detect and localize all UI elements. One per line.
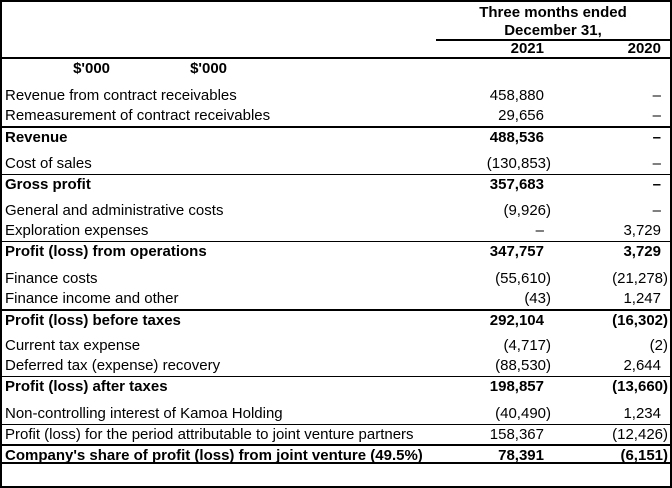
row-label: Company's share of profit (loss) from joint venture (49.5%)	[5, 446, 423, 462]
table-row	[2, 221, 670, 241]
row-spacer	[2, 194, 670, 202]
row-label: Non-controlling interest of Kamoa Holding	[5, 404, 283, 422]
value-2020: –	[652, 107, 661, 124]
row-label: Profit (loss) after taxes	[5, 378, 168, 395]
value-2020: 3,729	[623, 243, 661, 260]
row-spacer	[2, 261, 670, 269]
table-row	[2, 404, 670, 424]
year-columns	[436, 41, 670, 57]
table-row	[2, 174, 670, 194]
value-2021: (130,853)	[486, 154, 551, 172]
row-spacer	[2, 396, 670, 404]
table-row	[2, 241, 670, 261]
value-2021: (4,717)	[503, 337, 551, 354]
table-row	[2, 86, 670, 106]
value-2021: 488,536	[489, 129, 544, 146]
row-label: Revenue from contract receivables	[5, 87, 237, 104]
period-title-line2: December 31,	[436, 22, 670, 41]
value-2020: 1,247	[623, 289, 661, 307]
value-2021: (43)	[524, 289, 551, 307]
value-2021: 29,656	[498, 107, 544, 124]
row-label: Exploration expenses	[5, 222, 149, 239]
table-header	[2, 2, 670, 59]
value-2020: –	[652, 87, 661, 104]
table-row	[2, 269, 670, 289]
value-2020: –	[652, 175, 661, 193]
value-2021: (9,926)	[503, 202, 551, 219]
table-row	[2, 126, 670, 146]
value-2021: 292,104	[489, 311, 544, 329]
value-2021: 78,391	[498, 446, 544, 464]
value-2021: 458,880	[489, 87, 544, 104]
value-2020: –	[652, 202, 661, 219]
row-label: Profit (loss) for the period attributable to joint venture partners	[5, 425, 414, 443]
table-row	[2, 356, 670, 376]
value-2020: (21,278)	[612, 269, 668, 287]
value-2021: 198,857	[489, 378, 544, 395]
value-2020: (12,426)	[612, 425, 668, 443]
row-label: Profit (loss) before taxes	[5, 311, 181, 329]
table-row	[2, 201, 670, 221]
units-2021: $'000	[73, 60, 110, 77]
table-body	[2, 86, 670, 464]
value-2021: 158,367	[489, 425, 544, 443]
period-title-line1: Three months ended	[479, 4, 627, 21]
value-2020: –	[652, 129, 661, 146]
table-row	[2, 424, 670, 444]
units-row	[2, 59, 670, 78]
value-2021: (40,490)	[495, 404, 551, 422]
table-row	[2, 106, 670, 126]
value-2020: 3,729	[623, 222, 661, 239]
table-row	[2, 336, 670, 356]
row-label: Profit (loss) from operations	[5, 243, 207, 260]
row-spacer	[2, 329, 670, 337]
table-row	[2, 444, 670, 464]
row-label: Gross profit	[5, 175, 91, 193]
value-2021: 347,757	[489, 243, 544, 260]
row-label: General and administrative costs	[5, 202, 224, 219]
row-label: Finance costs	[5, 269, 98, 287]
value-2020: 2,644	[623, 357, 661, 374]
value-2020: (13,660)	[612, 378, 668, 395]
row-label: Current tax expense	[5, 337, 141, 354]
row-label: Cost of sales	[5, 154, 92, 172]
value-2021: (88,530)	[495, 357, 551, 374]
table-row	[2, 289, 670, 309]
units-2020: $'000	[190, 60, 227, 77]
row-label: Revenue	[5, 129, 68, 146]
column-header-2021: 2021	[510, 40, 544, 57]
value-2020: (2)	[649, 337, 668, 354]
value-2020: 1,234	[623, 404, 661, 422]
period-header	[436, 3, 670, 57]
row-label: Deferred tax (expense) recovery	[5, 357, 221, 374]
value-2021: 357,683	[489, 175, 544, 193]
value-2021: (55,610)	[495, 269, 551, 287]
value-2020: –	[652, 154, 661, 172]
value-2021: –	[535, 222, 544, 239]
row-label: Finance income and other	[5, 289, 179, 307]
table-row	[2, 154, 670, 174]
table-row	[2, 309, 670, 329]
row-spacer	[2, 146, 670, 154]
value-2020: (6,151)	[620, 446, 668, 464]
table-row	[2, 376, 670, 396]
value-2020: (16,302)	[612, 311, 668, 329]
row-label: Remeasurement of contract receivables	[5, 107, 271, 124]
column-header-2020: 2020	[627, 40, 661, 57]
